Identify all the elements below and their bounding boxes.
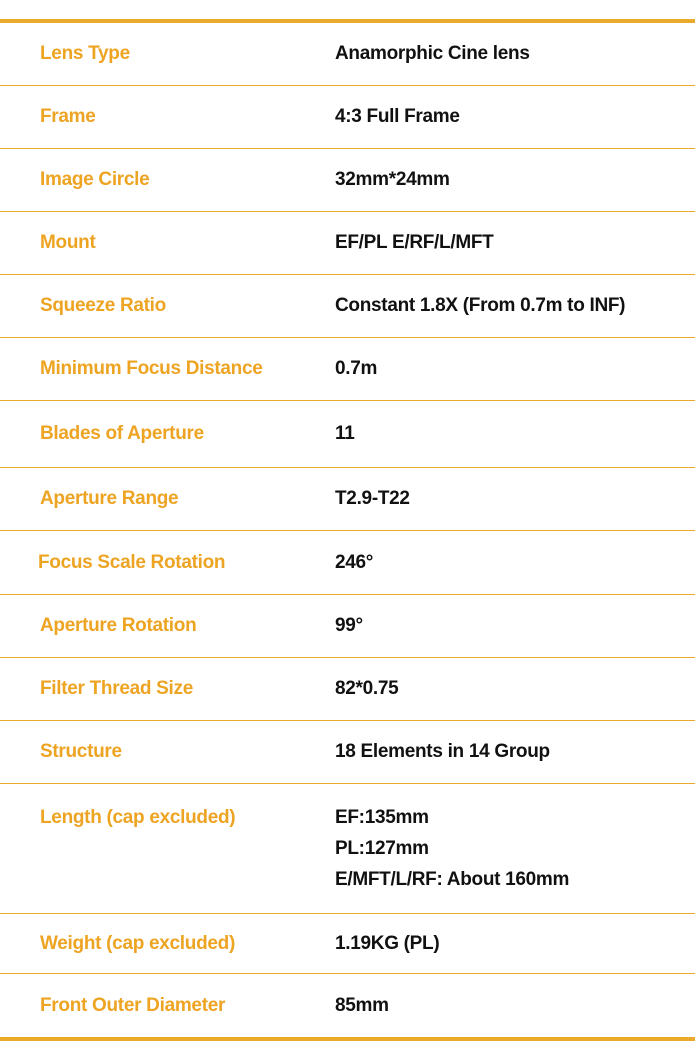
spec-label: Blades of Aperture: [40, 423, 204, 444]
spec-value: Constant 1.8X (From 0.7m to INF): [335, 295, 626, 316]
spec-label: Structure: [40, 741, 122, 762]
spec-label: Filter Thread Size: [40, 678, 193, 699]
spec-row-front-outer-diameter: [0, 974, 695, 1038]
bottom-divider: [0, 1037, 695, 1041]
spec-value-list: [335, 802, 569, 895]
spec-row-blades-of-aperture: [0, 401, 695, 468]
spec-value: 32mm*24mm: [335, 169, 450, 190]
spec-label: Frame: [40, 106, 96, 127]
spec-label: Focus Scale Rotation: [38, 551, 226, 573]
spec-row-frame: [0, 86, 695, 149]
spec-label: Minimum Focus Distance: [40, 358, 263, 379]
spec-row-mount: [0, 212, 695, 275]
spec-value: 82*0.75: [335, 678, 399, 699]
spec-value: 246°: [335, 551, 374, 573]
spec-row-structure: [0, 721, 695, 784]
spec-row-focus-scale-rotation: [0, 531, 695, 595]
spec-label: Image Circle: [40, 169, 150, 190]
spec-label: Length (cap excluded): [40, 807, 236, 828]
spec-row-minimum-focus-distance: [0, 338, 695, 401]
spec-label: Aperture Range: [40, 488, 179, 509]
spec-label: Squeeze Ratio: [40, 295, 166, 316]
spec-rows: [0, 23, 695, 1038]
spec-row-filter-thread-size: [0, 658, 695, 721]
spec-row-squeeze-ratio: [0, 275, 695, 338]
spec-row-weight: [0, 914, 695, 974]
spec-row-image-circle: [0, 149, 695, 212]
spec-label: Lens Type: [40, 43, 130, 64]
spec-row-lens-type: [0, 23, 695, 86]
spec-row-aperture-range: [0, 468, 695, 531]
spec-value-line: EF:135mm: [335, 807, 429, 828]
spec-value-line: PL:127mm: [335, 838, 429, 859]
spec-row-aperture-rotation: [0, 595, 695, 658]
spec-value: 4:3 Full Frame: [335, 106, 460, 127]
spec-value: 18 Elements in 14 Group: [335, 741, 550, 762]
spec-value: 11: [335, 423, 355, 444]
spec-label: Aperture Rotation: [40, 615, 197, 636]
spec-value: 99°: [335, 615, 363, 636]
spec-value-line: E/MFT/L/RF: About 160mm: [335, 869, 570, 890]
spec-value: EF/PL E/RF/L/MFT: [335, 232, 494, 253]
spec-value: 85mm: [335, 995, 389, 1016]
spec-row-length: [0, 784, 695, 914]
spec-label: Front Outer Diameter: [40, 995, 226, 1016]
spec-value: Anamorphic Cine lens: [335, 43, 530, 64]
spec-value: T2.9-T22: [335, 488, 410, 509]
spec-label: Mount: [40, 232, 96, 253]
spec-value: 1.19KG (PL): [335, 932, 440, 954]
spec-value: 0.7m: [335, 358, 378, 379]
spec-label: Weight (cap excluded): [40, 932, 235, 954]
